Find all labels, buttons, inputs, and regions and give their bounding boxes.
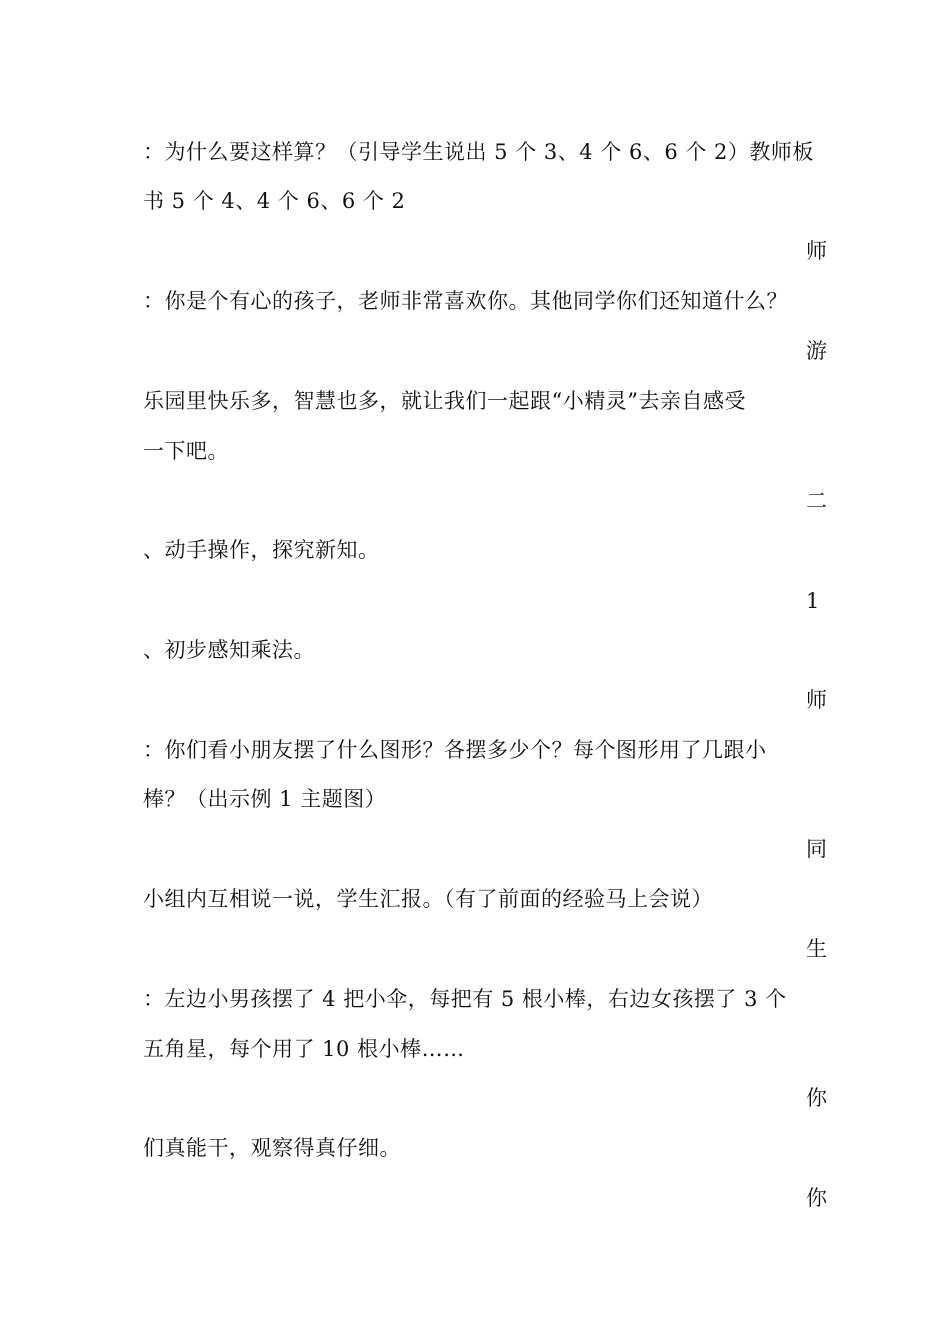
text-line: 五角星，每个用了 10 根小棒…… [143,1037,465,1061]
text-line-right: 你 [806,1086,827,1110]
text-line: 们真能干，观察得真仔细。 [143,1136,401,1160]
text-line: ：为什么要这样算？（引导学生说出 5 个 3、4 个 6、6 个 2）教师板 [143,140,814,164]
text-line-right: 生 [806,937,827,961]
text-line-right: 1 [806,589,820,613]
text-line: ：你们看小朋友摆了什么图形？各摆多少个？每个图形用了几跟小 [143,738,767,762]
text-line: 乐园里快乐多，智慧也多，就让我们一起跟“小精灵”去亲自感受 [143,389,746,413]
text-line: 棒？（出示例 1 主题图） [143,787,387,811]
text-line-right: 你 [806,1186,827,1210]
text-line: ：你是个有心的孩子，老师非常喜欢你。其他同学你们还知道什么？ [143,289,788,313]
text-line: 小组内互相说一说，学生汇报。（有了前面的经验马上会说） [143,887,713,911]
text-line: 书 5 个 4、4 个 6、6 个 2 [143,189,406,213]
text-line-right: 二 [806,489,827,513]
text-line-right: 师 [806,239,827,263]
text-line-right: 游 [806,339,827,363]
text-line: ：左边小男孩摆了 4 把小伞，每把有 5 根小棒，右边女孩摆了 3 个 [143,987,787,1011]
text-line: 、初步感知乘法。 [143,638,315,662]
text-line-right: 师 [806,688,827,712]
text-line: 、动手操作，探究新知。 [143,538,380,562]
text-line-right: 同 [806,837,827,861]
text-line: 一下吧。 [143,439,229,463]
